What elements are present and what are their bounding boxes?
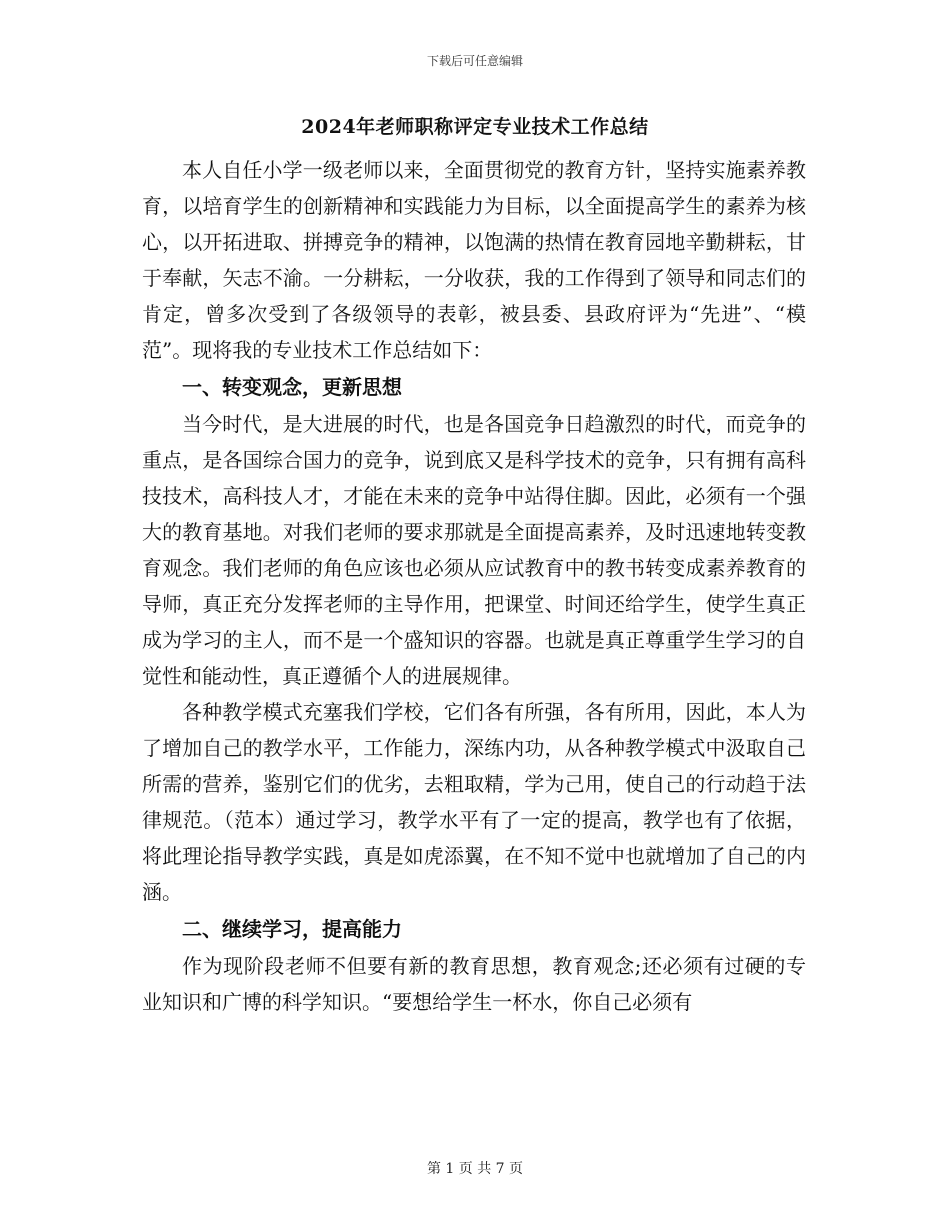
section-2-paragraph-1: 作为现阶段老师不但要有新的教育思想，教育观念;还必须有过硬的专业知识和广博的科学知识。“要想给学生一杯水，你自己必须有 [142, 954, 806, 1014]
section-1-paragraph-2: 各种教学模式充塞我们学校，它们各有所强，各有所用，因此，本人为了增加自己的教学水平，工作能力，深练内功，从各种教学模式中汲取自己所需的营养，鉴别它们的优劣，去粗取精，学为己用，使自己的行动趋于法律规范。（范本）通过学习，教学水平有了一定的提高，教学也有了依据，将此理论指导教学实践，真是如虎添翼，在不知不觉中也就增加了自己的内涵。 [142, 700, 806, 904]
document-body [142, 152, 806, 1020]
section-1-heading: 一、转变观念，更新思想 [182, 375, 402, 399]
intro-paragraph: 本人自任小学一级老师以来，全面贯彻党的教育方针，坚持实施素养教育，以培育学生的创新精神和实践能力为目标，以全面提高学生的素养为核心，以开拓进取、拼搏竞争的精神，以饱满的热情在教育园地辛勤耕耘，甘于奉献，矢志不渝。一分耕耘，一分收获，我的工作得到了领导和同志们的肯定，曾多次受到了各级领导的表彰，被县委、县政府评为“先进”、“模范”。现将我的专业技术工作总结如下： [142, 158, 806, 362]
section-2-heading: 二、继续学习，提高能力 [182, 917, 402, 941]
page-header-note: 下载后可任意编辑 [426, 54, 523, 68]
page-footer-page-number: 第 1 页 共 7 页 [426, 1161, 524, 1177]
document-title: 2024年老师职称评定专业技术工作总结 [301, 116, 649, 138]
section-1-paragraph-1: 当今时代，是大进展的时代，也是各国竞争日趋激烈的时代，而竞争的重点，是各国综合国力的竞争，说到底又是科学技术的竞争，只有拥有高科技技术，高科技人才，才能在未来的竞争中站得住脚。因此，必须有一个强大的教育基地。对我们老师的要求那就是全面提高素养，及时迅速地转变教育观念。我们老师的角色应该也必须从应试教育中的教书转变成素养教育的导师，真正充分发挥老师的主导作用，把课堂、时间还给学生，使学生真正成为学习的主人，而不是一个盛知识的容器。也就是真正尊重学生学习的自觉性和能动性，真正遵循个人的进展规律。 [142, 412, 806, 688]
